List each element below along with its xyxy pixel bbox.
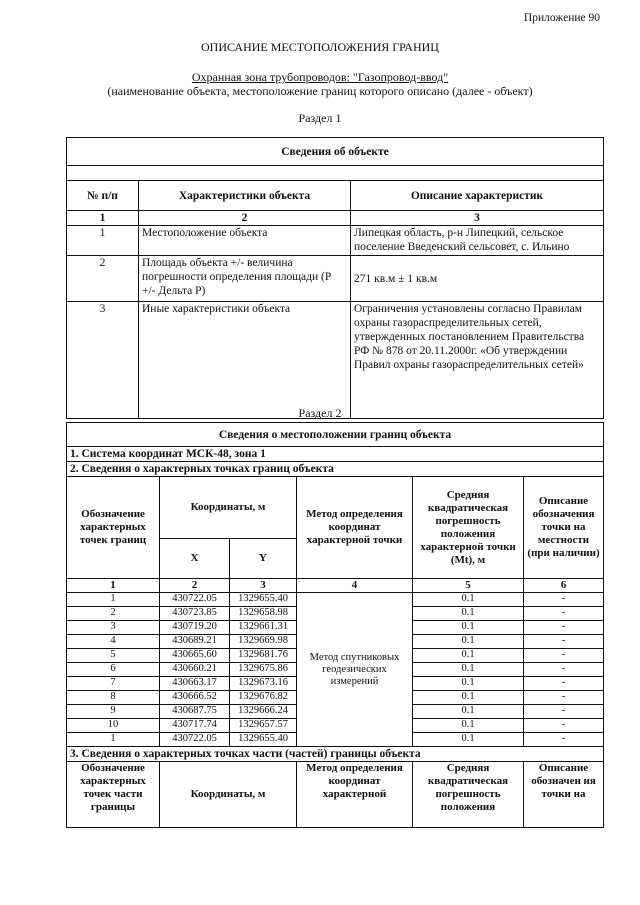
h-x: X [160, 539, 230, 579]
point-desc: - [524, 663, 604, 677]
point-x: 430717.74 [160, 719, 230, 733]
points-section-title: 2. Сведения о характерных точках границ объекта [67, 462, 604, 477]
h-mt: Средняя квадратическая погрешность положения характерной точки (Mt), м [413, 477, 524, 579]
row-char: Местоположение объекта [139, 226, 351, 256]
boundary-title: Сведения о местоположении границ объекта [67, 423, 604, 447]
point-mt: 0.1 [413, 705, 524, 719]
point-number: 8 [67, 691, 160, 705]
p-mt: Средняя квадратическая погрешность положения [413, 762, 524, 828]
coordinate-system: 1. Система координат МСК-48, зона 1 [67, 447, 604, 462]
point-desc: - [524, 635, 604, 649]
point-number: 5 [67, 649, 160, 663]
point-x: 430722.05 [160, 733, 230, 747]
point-y: 1329681.76 [230, 649, 297, 663]
point-number: 10 [67, 719, 160, 733]
h-method: Метод определения координат характерной точки [297, 477, 413, 579]
point-y: 1329673.16 [230, 677, 297, 691]
row-desc: Липецкая область, р-н Липецкий, сельское поселение Введенский сельсовет, с. Ильино [351, 226, 604, 256]
object-note: (наименование объекта, местоположение границ которого описано (далее - объект) [107, 84, 533, 98]
point-y: 1329676.82 [230, 691, 297, 705]
point-x: 430665.60 [160, 649, 230, 663]
point-number: 3 [67, 621, 160, 635]
point-number: 1 [67, 593, 160, 607]
point-desc: - [524, 607, 604, 621]
spacer-row [67, 166, 604, 181]
point-desc: - [524, 621, 604, 635]
h-point: Обозначение характерных точек границ [67, 477, 160, 579]
col-index: 3 [351, 211, 604, 226]
row-num: 1 [67, 226, 139, 256]
h-y: Y [230, 539, 297, 579]
section2-title: Раздел 2 [298, 406, 342, 420]
table-row [67, 593, 604, 607]
point-mt: 0.1 [413, 635, 524, 649]
point-y: 1329666.24 [230, 705, 297, 719]
col-index: 1 [67, 211, 139, 226]
p-desc: Описание обозначен ия точки на [524, 762, 604, 828]
point-number: 7 [67, 677, 160, 691]
point-desc: - [524, 719, 604, 733]
point-x: 430666.52 [160, 691, 230, 705]
col-num-header: № п/п [67, 181, 139, 211]
h-desc: Описание обозначения точки на местности (при наличии) [524, 477, 604, 579]
point-mt: 0.1 [413, 733, 524, 747]
col-index: 1 [67, 579, 160, 593]
col-desc-header: Описание характеристик [351, 181, 604, 211]
point-desc: - [524, 593, 604, 607]
row-char: Иные характеристики объекта [139, 302, 351, 419]
row-desc: Ограничения установлены согласно Правилам охраны газораспределительных сетей, утвержденных постановлением Правительства РФ № 878 от 20.11.2000г. «Об утверждении Правил охраны газораспределительных сетей» [351, 302, 604, 419]
row-num: 3 [67, 302, 139, 419]
document-title: ОПИСАНИЕ МЕСТОПОЛОЖЕНИЯ ГРАНИЦ [201, 40, 439, 54]
point-mt: 0.1 [413, 593, 524, 607]
point-desc: - [524, 733, 604, 747]
point-y: 1329675.86 [230, 663, 297, 677]
h-coords: Координаты, м [160, 477, 297, 539]
point-x: 430687.75 [160, 705, 230, 719]
boundary-table [66, 422, 604, 828]
appendix-label: Приложение 90 [523, 12, 600, 24]
point-x: 430689.21 [160, 635, 230, 649]
col-index: 5 [413, 579, 524, 593]
row-char: Площадь объекта +/- величина погрешности определения площади (P +/- Дельта P) [139, 256, 351, 302]
col-char-header: Характеристики объекта [139, 181, 351, 211]
method-cell: Метод спутниковых геодезических измерений [297, 593, 413, 747]
p-point: Обозначение характерных точек части границы [67, 762, 160, 828]
point-number: 9 [67, 705, 160, 719]
col-index: 3 [230, 579, 297, 593]
point-x: 430723.85 [160, 607, 230, 621]
row-desc: 271 кв.м ± 1 кв.м [351, 256, 604, 302]
point-y: 1329655.40 [230, 733, 297, 747]
point-y: 1329661.31 [230, 621, 297, 635]
point-mt: 0.1 [413, 677, 524, 691]
object-info-table [66, 137, 604, 419]
point-number: 1 [67, 733, 160, 747]
point-x: 430722.05 [160, 593, 230, 607]
point-number: 2 [67, 607, 160, 621]
point-desc: - [524, 677, 604, 691]
point-mt: 0.1 [413, 663, 524, 677]
point-mt: 0.1 [413, 649, 524, 663]
point-desc: - [524, 691, 604, 705]
point-number: 6 [67, 663, 160, 677]
p-coords: Координаты, м [160, 762, 297, 828]
point-x: 430663.17 [160, 677, 230, 691]
col-index: 2 [160, 579, 230, 593]
point-x: 430719.20 [160, 621, 230, 635]
point-y: 1329658.98 [230, 607, 297, 621]
object-name: Охранная зона трубопроводов: "Газопровод-ввод" [191, 70, 449, 84]
col-index: 6 [524, 579, 604, 593]
object-info-title: Сведения об объекте [67, 138, 604, 166]
row-num: 2 [67, 256, 139, 302]
point-y: 1329657.57 [230, 719, 297, 733]
point-mt: 0.1 [413, 691, 524, 705]
section1-title: Раздел 1 [298, 111, 342, 125]
col-index: 4 [297, 579, 413, 593]
col-index: 2 [139, 211, 351, 226]
point-y: 1329655.40 [230, 593, 297, 607]
point-mt: 0.1 [413, 621, 524, 635]
point-desc: - [524, 649, 604, 663]
p-method: Метод определения координат характерной [297, 762, 413, 828]
point-y: 1329669.98 [230, 635, 297, 649]
point-desc: - [524, 705, 604, 719]
point-number: 4 [67, 635, 160, 649]
point-mt: 0.1 [413, 719, 524, 733]
point-mt: 0.1 [413, 607, 524, 621]
parts-section-title: 3. Сведения о характерных точках части (частей) границы объекта [67, 747, 604, 762]
point-x: 430660.21 [160, 663, 230, 677]
